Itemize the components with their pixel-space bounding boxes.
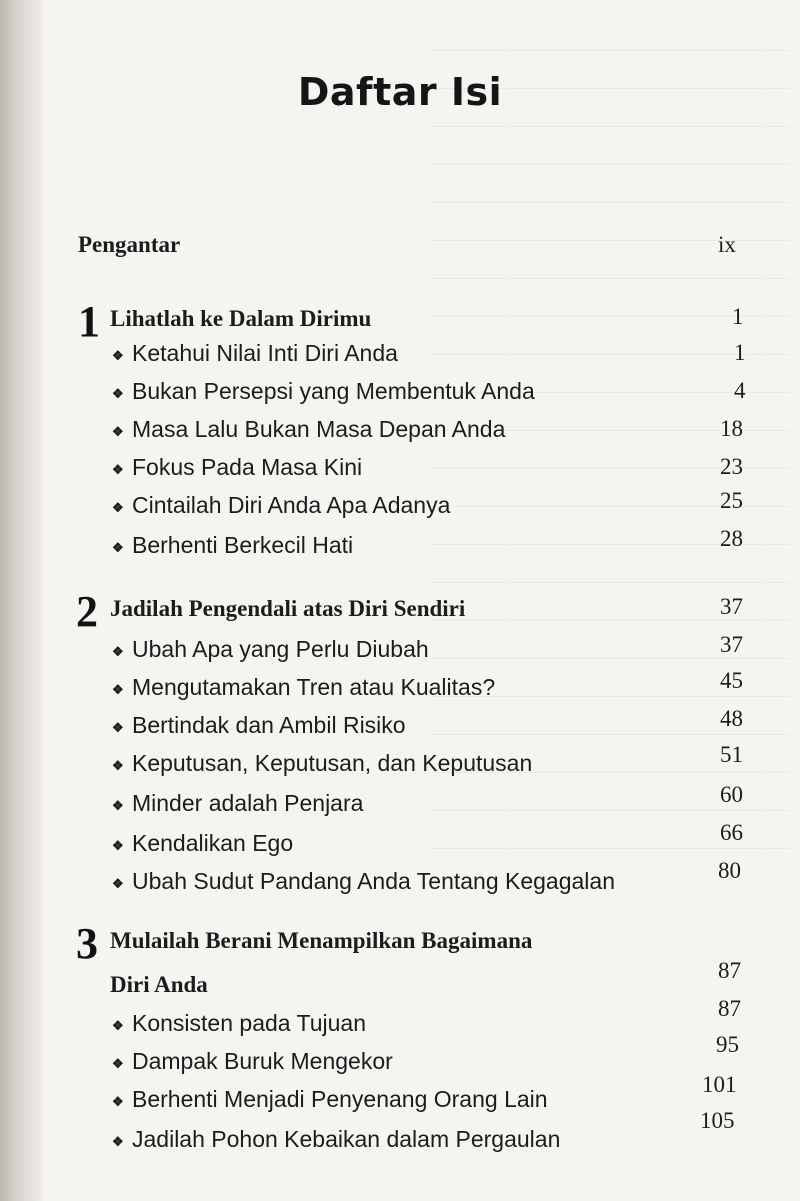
- section-title: Konsisten pada Tujuan: [132, 1010, 367, 1036]
- bullet-icon: ❖: [112, 838, 124, 853]
- section-page: 80: [718, 858, 741, 883]
- preface-entry[interactable]: [0, 232, 800, 266]
- section-title: Keputusan, Keputusan, dan Keputusan: [132, 750, 533, 776]
- section-title: Kendalikan Ego: [132, 830, 294, 856]
- chapter-title: Mulailah Berani Menampilkan Bagaimana: [110, 928, 533, 953]
- section-page: 51: [720, 742, 743, 767]
- bullet-icon: ❖: [112, 386, 124, 401]
- chapter-title-continued: Diri Anda: [110, 972, 208, 997]
- bullet-icon: ❖: [112, 348, 124, 363]
- chapter-page: 37: [720, 594, 743, 619]
- toc-entry[interactable]: [0, 668, 800, 706]
- chapter-page: 87: [718, 958, 741, 983]
- section-page: 101: [702, 1072, 737, 1097]
- toc-entry[interactable]: [0, 340, 800, 374]
- toc-entry[interactable]: [0, 858, 800, 898]
- section-page: 4: [734, 378, 746, 403]
- bullet-icon: ❖: [112, 798, 124, 813]
- bullet-icon: ❖: [112, 720, 124, 735]
- toc-entry[interactable]: [0, 1108, 800, 1156]
- toc-entry[interactable]: [0, 706, 800, 744]
- section-page: 18: [720, 416, 743, 441]
- section-title: Jadilah Pohon Kebaikan dalam Pergaulan: [132, 1126, 561, 1152]
- section-title: Bukan Persepsi yang Membentuk Anda: [132, 378, 535, 404]
- section-page: 23: [720, 454, 743, 479]
- section-title: Minder adalah Penjara: [132, 790, 364, 816]
- bullet-icon: ❖: [112, 876, 124, 891]
- chapter-page: 1: [732, 304, 744, 329]
- section-title: Berhenti Menjadi Penyenang Orang Lain: [132, 1086, 548, 1112]
- toc-entry[interactable]: [0, 526, 800, 564]
- preface-label: Pengantar: [78, 232, 181, 257]
- toc-entry[interactable]: [0, 416, 800, 450]
- bullet-icon: ❖: [112, 1134, 124, 1149]
- toc-entry[interactable]: [0, 820, 800, 862]
- section-page: 66: [720, 820, 743, 845]
- toc-entry[interactable]: [0, 378, 800, 412]
- bullet-icon: ❖: [112, 540, 124, 555]
- section-page: 95: [716, 1032, 739, 1057]
- section-title: Dampak Buruk Mengekor: [132, 1048, 393, 1074]
- chapter-title: Jadilah Pengendali atas Diri Sendiri: [110, 596, 466, 621]
- bullet-icon: ❖: [112, 682, 124, 697]
- bullet-icon: ❖: [112, 758, 124, 773]
- section-title: Cintailah Diri Anda Apa Adanya: [132, 492, 451, 518]
- section-page: 25: [720, 488, 743, 513]
- section-title: Masa Lalu Bukan Masa Depan Anda: [132, 416, 506, 442]
- section-page: 60: [720, 782, 743, 807]
- toc-entry[interactable]: [0, 1072, 800, 1118]
- section-title: Berhenti Berkecil Hati: [132, 532, 354, 558]
- section-title: Ubah Sudut Pandang Anda Tentang Kegagalan: [132, 868, 615, 894]
- chapter-number: 1: [78, 297, 100, 346]
- chapter-number: 3: [76, 919, 98, 968]
- bullet-icon: ❖: [112, 462, 124, 477]
- section-title: Mengutamakan Tren atau Kualitas?: [132, 674, 496, 700]
- bullet-icon: ❖: [112, 1056, 124, 1071]
- toc-entry[interactable]: [0, 782, 800, 822]
- chapter-1-entry[interactable]: [0, 297, 800, 346]
- chapter-2-entry[interactable]: [0, 587, 800, 636]
- page-title: Daftar Isi: [297, 70, 503, 114]
- section-page: 28: [720, 526, 743, 551]
- section-page: 48: [720, 706, 743, 731]
- toc-entry[interactable]: [0, 454, 800, 488]
- section-title: Ubah Apa yang Perlu Diubah: [132, 636, 429, 662]
- chapter-title: Lihatlah ke Dalam Dirimu: [110, 306, 372, 331]
- bullet-icon: ❖: [112, 500, 124, 515]
- section-page: 1: [734, 340, 746, 365]
- toc-entry[interactable]: [0, 634, 800, 668]
- section-page: 45: [720, 668, 743, 693]
- section-page: 105: [700, 1108, 735, 1133]
- toc-entry[interactable]: [0, 996, 800, 1042]
- preface-page: ix: [718, 232, 736, 257]
- chapter-number: 2: [76, 587, 98, 636]
- toc-entry[interactable]: [0, 742, 800, 782]
- section-page: 87: [718, 996, 741, 1021]
- section-title: Bertindak dan Ambil Risiko: [132, 712, 406, 738]
- section-title: Ketahui Nilai Inti Diri Anda: [132, 340, 398, 366]
- section-title: Fokus Pada Masa Kini: [132, 454, 363, 480]
- bullet-icon: ❖: [112, 1018, 124, 1033]
- bullet-icon: ❖: [112, 424, 124, 439]
- bullet-icon: ❖: [112, 644, 124, 659]
- section-page: 37: [720, 632, 743, 657]
- toc-entry[interactable]: [0, 1032, 800, 1080]
- chapter-3-entry[interactable]: [0, 919, 800, 1012]
- toc-entry[interactable]: [0, 488, 800, 526]
- bullet-icon: ❖: [112, 1094, 124, 1109]
